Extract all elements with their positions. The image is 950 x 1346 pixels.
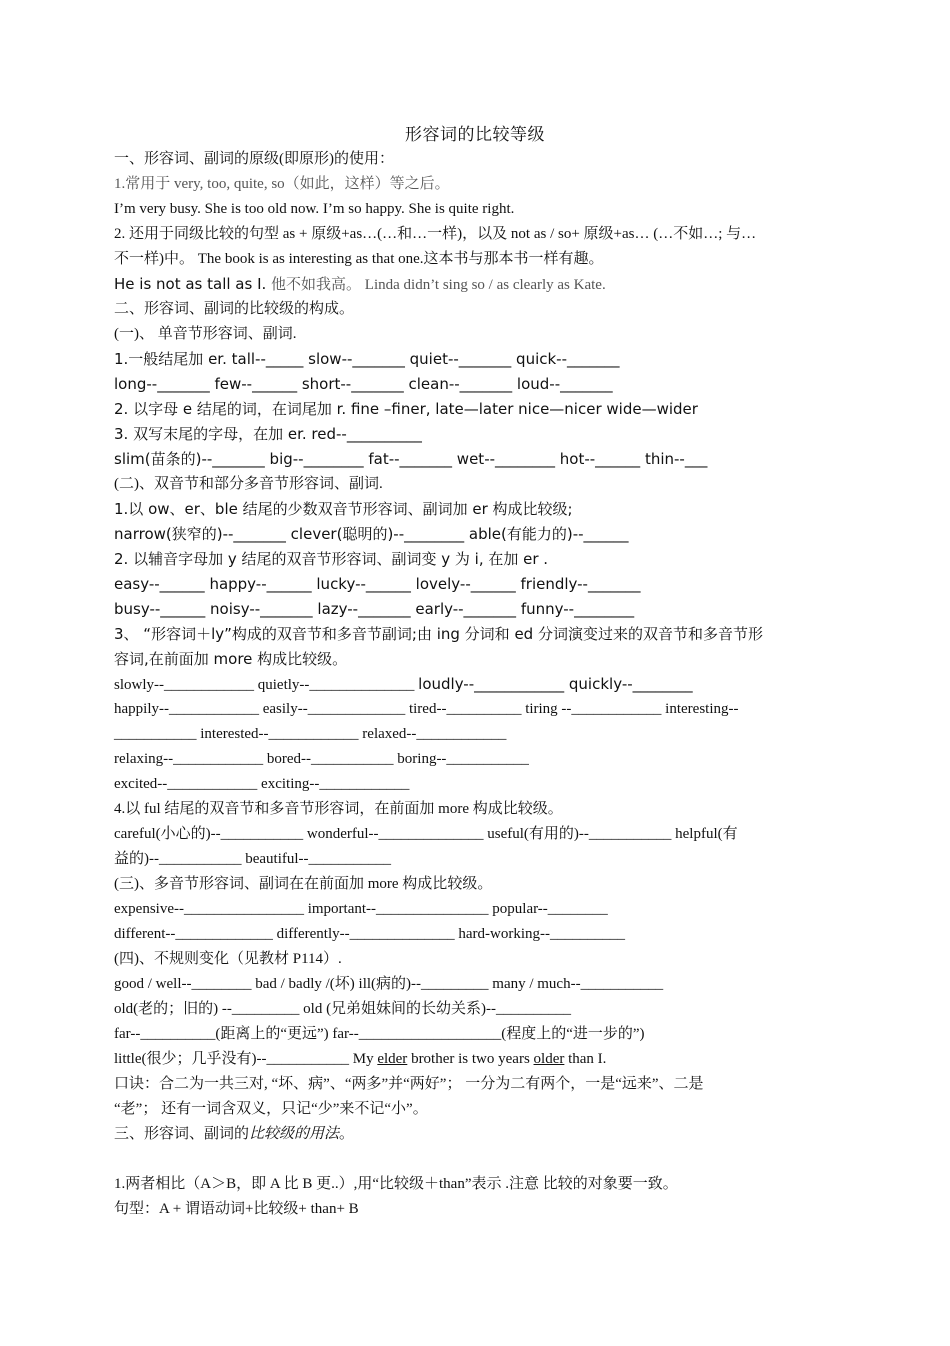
exercise-part: than I.: [564, 1051, 607, 1067]
exercise-line: busy--______ noisy--_______ lazy--_______ early--_______ funny--________: [114, 600, 635, 618]
exercise-line: happily--____________ easily--_____________ tired--__________ tiring --____________ interesting--: [114, 701, 739, 717]
subsection-heading: (四)、不规则变化（见教材 P114）.: [114, 951, 342, 967]
exercise-line: long--_______ few--______ short--_______ clean--_______ loud--_______: [114, 375, 613, 393]
exercise-line: relaxing--____________ bored--___________ boring--___________: [114, 751, 529, 767]
section-1-heading: 一、形容词、副词的原级(即原形)的使用：: [114, 151, 394, 167]
page-title: 形容词的比较等级: [405, 125, 545, 144]
subsection-heading: (一)、 单音节形容词、副词.: [114, 326, 297, 342]
exercise-line: [114, 672, 844, 698]
heading-part: 。: [339, 1126, 355, 1142]
exercise-line: [114, 1047, 844, 1072]
exercise-line: 益的)--___________ beautiful--___________: [114, 851, 392, 867]
text-line: 句型：A + 谓语动词+比较级+ than+ B: [114, 1201, 359, 1217]
text-line: 容词,在前面加 more 构成比较级。: [114, 650, 348, 668]
text-line: 1.以 ow、er、ble 结尾的少数双音节形容词、副词加 er 构成比较级;: [114, 500, 573, 518]
exercise-line: ___________ interested--____________ relaxed--____________: [114, 726, 507, 742]
exercise-line: narrow(狭窄的)--_______ clever(聪明的)--________ able(有能力的)--______: [114, 525, 629, 543]
example-translation: 他不如我高。 Linda didn’t sing so / as clearly as Kate.: [271, 277, 606, 293]
exercise-line: old(老的；旧的) --_________ old (兄弟姐妹间的长幼关系)--__________: [114, 1001, 572, 1017]
example-line: [114, 272, 844, 298]
exercise-line: expensive--________________ important--_______________ popular--________: [114, 901, 608, 917]
underlined-word: older: [533, 1051, 565, 1067]
example-line: I’m very busy. She is too old now. I’m so happy. She is quite right.: [114, 201, 515, 217]
exercise-line: excited--____________ exciting--____________: [114, 776, 410, 792]
text-line: 1.两者相比（A＞B，即 A 比 B 更..）,用“比较级＋than”表示 .注意 比较的对象要一致。: [114, 1176, 678, 1192]
underlined-word: elder: [377, 1051, 408, 1067]
exercise-line: 3. 双写末尾的字母，在加 er. red--__________: [114, 425, 422, 443]
exercise-line: 2. 以字母 e 结尾的词，在词尾加 r. fine –finer, late—later nice—nicer wide—wider: [114, 400, 698, 418]
text-line: 4.以 ful 结尾的双音节和多音节形容词，在前面加 more 构成比较级。: [114, 801, 563, 817]
mnemonic-line: 口诀：合二为一共三对, “坏、病”、“两多”并“两好”； 一分为二有两个，一是“远来”、二是: [114, 1076, 704, 1092]
text-line: 2. 以辅音字母加 y 结尾的双音节形容词、副词变 y 为 i, 在加 er .: [114, 550, 549, 568]
subsection-heading: (三)、多音节形容词、副词在在前面加 more 构成比较级。: [114, 876, 493, 892]
heading-italic-part: 比较级的用法: [249, 1126, 340, 1142]
exercise-line: careful(小心的)--___________ wonderful--______________ useful(有用的)--___________ helpful(有: [114, 826, 738, 842]
exercise-line: 1.一般结尾加 er. tall--_____ slow--_______ quiet--_______ quick--_______: [114, 350, 620, 368]
exercise-line: far--__________(距离上的“更远”) far--___________________(程度上的“进一步的”): [114, 1026, 645, 1042]
mnemonic-line: “老”； 还有一词含双义，只记“少”来不记“小”。: [114, 1101, 428, 1117]
exercise-part: brother is two years: [407, 1051, 534, 1067]
text-line: 1.常用于 very, too, quite, so（如此，这样）等之后。: [114, 176, 450, 192]
exercise-part: little(很少；几乎没有)--___________ My: [114, 1051, 378, 1067]
exercise-line: slim(苗条的)--_______ big--________ fat--_______ wet--________ hot--______ thin--___: [114, 450, 708, 468]
exercise-part: slowly--____________ quietly--______________: [114, 677, 419, 693]
text-line: 2. 还用于同级比较的句型 as + 原级+as…(…和…一样)，以及 not as / so+ 原级+as… (…不如…; 与…: [114, 226, 757, 242]
exercise-part: loudly--____________ quickly--________: [418, 675, 693, 693]
example-sentence: He is not as tall as I.: [114, 275, 272, 293]
section-3-heading: [114, 1122, 844, 1147]
exercise-line: different--_____________ differently--______________ hard-working--__________: [114, 926, 626, 942]
section-2-heading: 二、形容词、副词的比较级的构成。: [114, 301, 355, 317]
text-line: 不一样)中。 The book is as interesting as that one.这本书与那本书一样有趣。: [114, 251, 604, 267]
exercise-line: easy--______ happy--______ lucky--______ lovely--______ friendly--_______: [114, 575, 641, 593]
text-line: 3、 “形容词＋ly”构成的双音节和多音节副词;由 ing 分词和 ed 分词演变过来的双音节和多音节形: [114, 625, 763, 643]
subsection-heading: (二)、双音节和部分多音节形容词、副词.: [114, 476, 383, 492]
heading-part: 三、形容词、副词的: [114, 1126, 250, 1142]
exercise-line: good / well--________ bad / badly /(坏) ill(病的)--_________ many / much--___________: [114, 976, 664, 992]
